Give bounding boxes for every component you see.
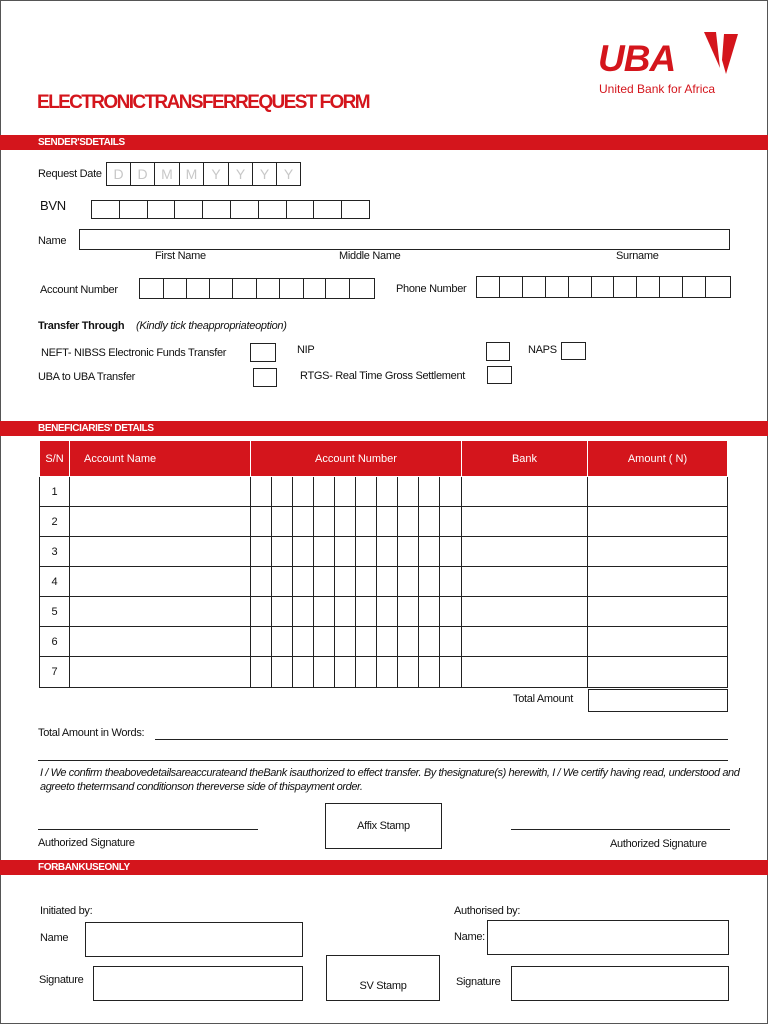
account-number-digit-cell[interactable] [440, 657, 462, 688]
account-number-digit-cell[interactable] [419, 627, 440, 657]
section-bank-use [0, 860, 768, 875]
account-name-cell[interactable] [70, 507, 251, 537]
account-number-digit-cell[interactable] [356, 597, 377, 627]
table-row [40, 657, 728, 688]
account-number-digit-cell[interactable] [377, 627, 398, 657]
request-date-field[interactable] [106, 162, 301, 186]
section-beneficiaries-label: BENEFICIARIES' DETAILS [38, 423, 154, 434]
table-row [40, 477, 728, 507]
account-name-cell[interactable] [70, 537, 251, 567]
account-number-digit-cell[interactable] [251, 537, 272, 567]
authorized-signature-left-label: Authorized Signature [38, 837, 135, 849]
account-number-digit-cell[interactable] [335, 627, 356, 657]
rtgs-checkbox[interactable] [487, 366, 512, 384]
account-number-digit-cell[interactable] [251, 477, 272, 507]
account-number-digit-cell[interactable] [377, 537, 398, 567]
account-number-digit-cell[interactable] [272, 657, 293, 688]
initiated-by-label: Initiated by: [40, 905, 93, 917]
account-number-digit-cell[interactable] [419, 597, 440, 627]
account-number-digit-cell[interactable] [440, 507, 462, 537]
bank-cell[interactable] [462, 627, 588, 657]
account-number-digit-cell[interactable] [419, 567, 440, 597]
amount-cell[interactable] [588, 597, 728, 627]
account-number-digit-cell[interactable] [293, 567, 314, 597]
authoriser-signature-label: Signature [456, 976, 501, 988]
date-cell: M [155, 163, 180, 185]
initiator-signature-field[interactable] [93, 966, 303, 1001]
account-number-digit-cell[interactable] [272, 567, 293, 597]
amount-cell[interactable] [588, 507, 728, 537]
account-number-digit-cell[interactable] [251, 567, 272, 597]
account-number-digit-cell[interactable] [293, 657, 314, 688]
middle-name-caption: Middle Name [339, 250, 401, 262]
phone-number-label: Phone Number [396, 283, 467, 295]
date-cell: Y [204, 163, 229, 185]
account-number-digit-cell[interactable] [272, 627, 293, 657]
account-number-digit-cell[interactable] [419, 657, 440, 688]
row-sn: 6 [40, 627, 70, 657]
total-amount-label: Total Amount [513, 693, 573, 705]
account-number-digit-cell[interactable] [440, 627, 462, 657]
form-title: ELECTRONICTRANSFERREQUEST FORM [37, 92, 370, 113]
account-number-digit-cell[interactable] [272, 537, 293, 567]
account-number-digit-cell[interactable] [356, 507, 377, 537]
table-row [40, 567, 728, 597]
authoriser-name-label: Name: [454, 931, 485, 943]
account-number-digit-cell[interactable] [314, 597, 335, 627]
bank-cell[interactable] [462, 657, 588, 688]
option-nip-label: NIP [297, 344, 315, 356]
amount-cell[interactable] [588, 477, 728, 507]
header-bank: Bank [462, 441, 588, 477]
header-account-number: Account Number [251, 441, 462, 477]
name-field[interactable] [79, 229, 730, 250]
naps-checkbox[interactable] [561, 342, 586, 360]
signature-line-left[interactable] [38, 829, 258, 830]
header-account-name: Account Name [70, 441, 251, 477]
uba-logo-text: UBA [598, 38, 676, 79]
initiator-name-field[interactable] [85, 922, 303, 957]
row-sn: 4 [40, 567, 70, 597]
section-bank-use-label: FORBANKUSEONLY [38, 862, 130, 873]
account-number-digit-cell[interactable] [314, 567, 335, 597]
account-number-digit-cell[interactable] [356, 627, 377, 657]
beneficiaries-table [39, 440, 728, 688]
table-row [40, 507, 728, 537]
account-number-digit-cell[interactable] [272, 597, 293, 627]
account-number-digit-cell[interactable] [293, 597, 314, 627]
account-number-digit-cell[interactable] [335, 657, 356, 688]
neft-checkbox[interactable] [250, 343, 276, 362]
table-header-row [40, 441, 728, 477]
account-number-digit-cell[interactable] [398, 537, 419, 567]
row-sn: 1 [40, 477, 70, 507]
account-number-digit-cell[interactable] [398, 567, 419, 597]
account-number-digit-cell[interactable] [335, 537, 356, 567]
bvn-label: BVN [40, 198, 66, 213]
authorised-by-label: Authorised by: [454, 905, 521, 917]
account-number-digit-cell[interactable] [440, 567, 462, 597]
uba-checkbox[interactable] [253, 368, 277, 387]
account-number-digit-cell[interactable] [251, 627, 272, 657]
amount-cell[interactable] [588, 627, 728, 657]
bank-cell[interactable] [462, 567, 588, 597]
account-number-digit-cell[interactable] [335, 597, 356, 627]
account-number-digit-cell[interactable] [251, 597, 272, 627]
date-cell: Y [229, 163, 253, 185]
account-number-digit-cell[interactable] [293, 477, 314, 507]
account-number-digit-cell[interactable] [293, 627, 314, 657]
account-name-cell[interactable] [70, 597, 251, 627]
amount-cell[interactable] [588, 537, 728, 567]
account-name-cell[interactable] [70, 477, 251, 507]
initiator-signature-label: Signature [39, 974, 84, 986]
row-sn: 7 [40, 657, 70, 688]
account-number-digit-cell[interactable] [419, 507, 440, 537]
header-amount: Amount ( N) [588, 441, 728, 477]
account-name-cell[interactable] [70, 567, 251, 597]
sv-stamp-box[interactable]: SV Stamp [326, 955, 440, 1001]
account-number-digit-cell[interactable] [398, 597, 419, 627]
account-number-digit-cell[interactable] [314, 477, 335, 507]
account-number-digit-cell[interactable] [314, 507, 335, 537]
bank-cell[interactable] [462, 597, 588, 627]
account-number-digit-cell[interactable] [398, 507, 419, 537]
surname-caption: Surname [616, 250, 659, 262]
account-number-digit-cell[interactable] [335, 507, 356, 537]
account-name-cell[interactable] [70, 657, 251, 688]
total-amount-field[interactable] [588, 689, 728, 712]
header-sn: S/N [40, 441, 70, 477]
bank-cell[interactable] [462, 507, 588, 537]
date-cell: Y [253, 163, 277, 185]
authorized-signature-right-label: Authorized Signature [610, 838, 707, 850]
account-number-digit-cell[interactable] [377, 477, 398, 507]
row-sn: 3 [40, 537, 70, 567]
account-number-digit-cell[interactable] [440, 477, 462, 507]
section-sender-details [0, 135, 768, 150]
account-number-digit-cell[interactable] [251, 657, 272, 688]
signature-line-right[interactable] [511, 829, 730, 830]
account-number-digit-cell[interactable] [377, 657, 398, 688]
account-number-digit-cell[interactable] [314, 657, 335, 688]
row-sn: 2 [40, 507, 70, 537]
option-rtgs-label: RTGS- Real Time Gross Settlement [300, 370, 466, 382]
amount-cell[interactable] [588, 657, 728, 688]
date-cell: M [180, 163, 204, 185]
declaration-text: I / We confirm theabovedetailsareaccurateand theBank isauthorized to effect transfer. By thesignature(s) herewith, I / We certify having read, understood and agreeto thetermsand conditionson thereverse side of thispayment order. [40, 767, 740, 793]
option-uba-label: UBA to UBA Transfer [38, 371, 136, 383]
account-number-digit-cell[interactable] [398, 627, 419, 657]
transfer-through-label: Transfer Through [38, 320, 125, 332]
account-number-digit-cell[interactable] [356, 537, 377, 567]
option-neft-label: NEFT- NIBSS Electronic Funds Transfer [41, 347, 227, 359]
option-naps-label: NAPS [528, 344, 557, 356]
bvn-field[interactable] [91, 200, 370, 219]
initiator-name-label: Name [40, 932, 69, 944]
account-number-digit-cell[interactable] [398, 657, 419, 688]
first-name-caption: First Name [155, 250, 206, 262]
account-number-digit-cell[interactable] [419, 537, 440, 567]
sender-account-number-field[interactable] [139, 278, 375, 299]
account-number-digit-cell[interactable] [440, 597, 462, 627]
account-number-digit-cell[interactable] [293, 537, 314, 567]
transfer-through-hint: (Kindly tick theappropriateoption) [136, 320, 287, 332]
table-row [40, 627, 728, 657]
name-label: Name [38, 235, 67, 247]
section-sender-label: SENDER'SDETAILS [38, 137, 125, 148]
amount-in-words-line-2[interactable] [38, 760, 728, 761]
uba-logo-subtitle: United Bank for Africa [599, 82, 716, 96]
account-number-digit-cell[interactable] [356, 477, 377, 507]
table-row [40, 537, 728, 567]
account-number-digit-cell[interactable] [377, 567, 398, 597]
amount-in-words-label: Total Amount in Words: [38, 727, 145, 739]
authoriser-name-field[interactable] [487, 920, 729, 955]
date-cell: Y [283, 166, 294, 182]
account-number-digit-cell[interactable] [293, 507, 314, 537]
account-number-digit-cell[interactable] [398, 477, 419, 507]
date-cell: D [107, 163, 131, 185]
row-sn: 5 [40, 597, 70, 627]
bank-cell[interactable] [462, 477, 588, 507]
account-number-digit-cell[interactable] [377, 597, 398, 627]
uba-logo-mark-icon [698, 30, 740, 78]
phone-number-field[interactable] [476, 276, 731, 298]
affix-stamp-box[interactable]: Affix Stamp [325, 803, 442, 849]
nip-checkbox[interactable] [486, 342, 510, 361]
account-number-digit-cell[interactable] [335, 477, 356, 507]
amount-cell[interactable] [588, 567, 728, 597]
account-number-digit-cell[interactable] [335, 567, 356, 597]
account-number-digit-cell[interactable] [377, 507, 398, 537]
account-number-digit-cell[interactable] [272, 477, 293, 507]
authoriser-signature-field[interactable] [511, 966, 729, 1001]
account-number-digit-cell[interactable] [251, 507, 272, 537]
account-number-digit-cell[interactable] [419, 477, 440, 507]
account-name-cell[interactable] [70, 627, 251, 657]
account-number-digit-cell[interactable] [440, 537, 462, 567]
section-beneficiaries-details [0, 421, 768, 436]
account-number-digit-cell[interactable] [356, 657, 377, 688]
request-date-label: Request Date [38, 168, 102, 180]
account-number-digit-cell[interactable] [356, 567, 377, 597]
amount-in-words-line-1[interactable] [155, 739, 728, 740]
bank-cell[interactable] [462, 537, 588, 567]
table-row [40, 597, 728, 627]
account-number-label: Account Number [40, 284, 118, 296]
account-number-digit-cell[interactable] [272, 507, 293, 537]
account-number-digit-cell[interactable] [314, 627, 335, 657]
account-number-digit-cell[interactable] [314, 537, 335, 567]
date-cell: D [131, 163, 155, 185]
